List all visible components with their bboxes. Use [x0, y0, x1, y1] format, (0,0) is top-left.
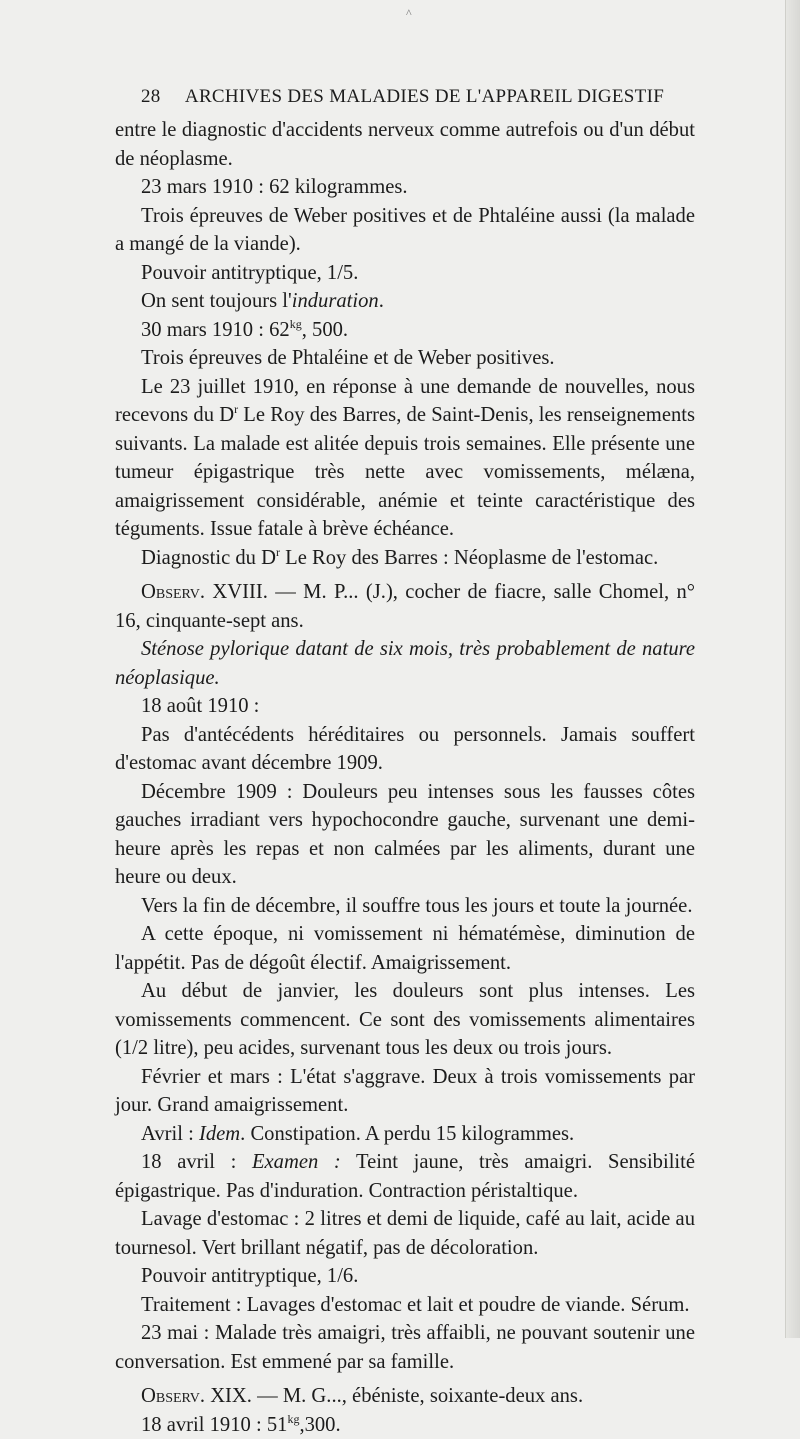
running-title: ARCHIVES DES MALADIES DE L'APPAREIL DIGESTIF	[181, 86, 686, 108]
paragraph: Février et mars : L'état s'aggrave. Deux à trois vomissements par jour. Grand amaigrissement.	[115, 1063, 695, 1120]
text-run: Le Roy des Barres : Néoplasme de l'estomac.	[280, 547, 658, 569]
paragraph: 18 août 1910 :	[115, 692, 695, 721]
text-run: Diagnostic du D	[141, 547, 276, 569]
paragraph: Pas d'antécédents héréditaires ou personnels. Jamais souffert d'estomac avant décembre 1909.	[115, 721, 695, 778]
text-run: 30 mars 1910 : 62	[141, 319, 290, 341]
text-run: Teint jaune, très amaigri. Sensibilité épigastrique. Pas d'induration. Contraction péristaltique.	[115, 1151, 695, 1202]
superscript: kg	[290, 317, 302, 331]
body-text	[115, 116, 695, 1439]
text-run: Le 23 juillet 1910, en réponse à une demande de nouvelles, nous recevons du D	[115, 376, 695, 427]
paragraph: 23 mai : Malade très amaigri, très affaibli, ne pouvant soutenir une conversation. Est emmené par sa famille.	[115, 1319, 695, 1376]
paragraph: A cette époque, ni vomissement ni hématémèse, diminution de l'appétit. Pas de dégoût électif. Amaigrissement.	[115, 920, 695, 977]
text-run: 18 avril :	[141, 1151, 252, 1173]
superscript: r	[234, 402, 238, 416]
paragraph	[115, 544, 695, 573]
emphasis: Idem	[199, 1123, 240, 1145]
small-caps-label: Observ	[141, 1385, 200, 1407]
paragraph: 23 mars 1910 : 62 kilogrammes.	[115, 173, 695, 202]
paragraph	[115, 1120, 695, 1149]
paragraph: Lavage d'estomac : 2 litres et demi de liquide, café au lait, acide au tournesol. Vert brillant négatif, pas de décoloration.	[115, 1205, 695, 1262]
text-run: .	[379, 290, 384, 312]
paragraph	[115, 1148, 695, 1205]
observation-heading	[115, 578, 695, 635]
text-run: . Constipation. A perdu 15 kilogrammes.	[240, 1123, 574, 1145]
text-run: . XIX. — M. G..., ébéniste, soixante-deux ans.	[200, 1385, 583, 1407]
superscript: kg	[287, 1412, 299, 1426]
superscript: r	[276, 545, 280, 559]
paragraph	[115, 635, 695, 692]
page-edge	[785, 0, 800, 1338]
text-run: Avril :	[141, 1123, 199, 1145]
paragraph: Pouvoir antitryptique, 1/5.	[115, 259, 695, 288]
text-run: 18 avril 1910 : 51	[141, 1414, 287, 1436]
top-mark: ^	[406, 6, 412, 21]
paragraph: Trois épreuves de Phtaléine et de Weber positives.	[115, 344, 695, 373]
text-run: On sent toujours l'	[141, 290, 292, 312]
text-run: . XVIII. — M. P... (J.), cocher de fiacre, salle Chomel, n° 16, cinquante-sept ans.	[115, 581, 695, 632]
small-caps-label: Observ	[141, 581, 200, 603]
observation-heading	[115, 1382, 695, 1411]
emphasis: induration	[292, 290, 379, 312]
text-run: ,300.	[299, 1414, 340, 1436]
paragraph	[115, 1411, 695, 1439]
paragraph: Décembre 1909 : Douleurs peu intenses sous les fausses côtes gauches irradiant vers hypochocondre gauche, survenant une demi-heure après les repas et non calmées par les aliments, durant une heure ou deux.	[115, 778, 695, 892]
paragraph	[115, 373, 695, 544]
paragraph: Traitement : Lavages d'estomac et lait et poudre de viande. Sérum.	[115, 1291, 695, 1320]
text-run: Le Roy des Barres, de Saint-Denis, les renseignements suivants. La malade est alitée depuis trois semaines. Elle présente une tumeur épigastrique très nette avec vomissements, mélæna, amaigrissement considérable, anémie et teinte caractéristique des téguments. Issue fatale à brève échéance.	[115, 404, 695, 540]
paragraph: Au début de janvier, les douleurs sont plus intenses. Les vomissements commencent. Ce sont des vomissements alimentaires (1/2 litre), peu acides, survenant tous les deux ou trois jours.	[115, 977, 695, 1063]
emphasis: Sténose pylorique datant de six mois, très probablement de nature néoplasique.	[115, 638, 695, 689]
running-header	[141, 86, 686, 108]
emphasis: Examen :	[252, 1151, 341, 1173]
paragraph	[115, 316, 695, 345]
paragraph: Vers la fin de décembre, il souffre tous les jours et toute la journée.	[115, 892, 695, 921]
paragraph: Trois épreuves de Weber positives et de Phtaléine aussi (la malade a mangé de la viande).	[115, 202, 695, 259]
paragraph: Pouvoir antitryptique, 1/6.	[115, 1262, 695, 1291]
paragraph: entre le diagnostic d'accidents nerveux comme autrefois ou d'un début de néoplasme.	[115, 116, 695, 173]
page-number: 28	[141, 86, 181, 108]
paragraph	[115, 287, 695, 316]
text-run: , 500.	[302, 319, 348, 341]
